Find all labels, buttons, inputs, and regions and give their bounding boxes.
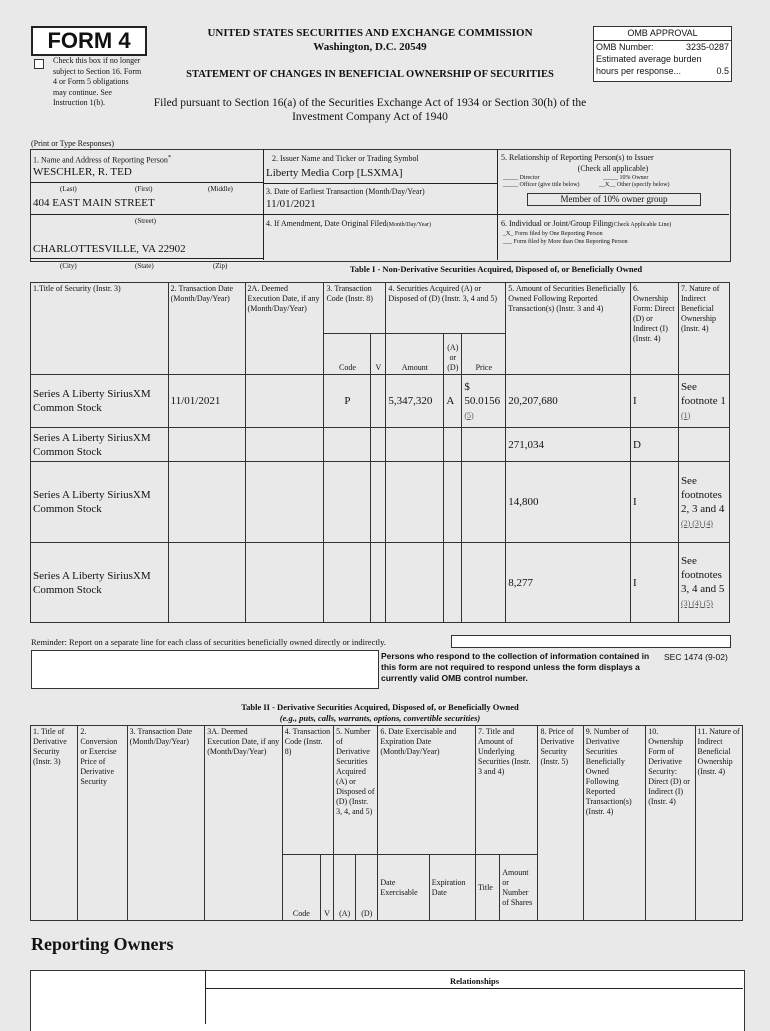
row-v <box>371 543 386 623</box>
first-label: (First) <box>135 185 153 193</box>
row-owned: 8,277 <box>506 543 631 623</box>
t1-col2-header: 2. Transaction Date (Month/Day/Year) <box>168 283 245 375</box>
agency-location: Washington, D.C. 20549 <box>313 41 427 53</box>
row-price <box>462 428 506 462</box>
filing-more-label: Form filed by More than One Reporting Person <box>513 239 628 245</box>
row-code <box>324 543 371 623</box>
zip-label: (Zip) <box>213 262 228 270</box>
reporting-person-name: WESCHLER, R. TED <box>33 166 132 178</box>
row-date: 11/01/2021 <box>168 375 245 428</box>
table2-subtitle: (e.g., puts, calls, warrants, options, convertible securities) <box>279 713 481 723</box>
row-date <box>168 462 245 543</box>
row-ad <box>444 428 462 462</box>
agency-name: UNITED STATES SECURITIES AND EXCHANGE COMMISSION <box>207 27 533 39</box>
row-amount <box>386 462 444 543</box>
table1 <box>30 282 730 623</box>
filing-options: _X_ Form filed by One Reporting Person ___ Form filed by More than One Reporting Person <box>503 231 628 245</box>
box3-label: 3. Date of Earliest Transaction (Month/Day/Year) <box>266 187 425 196</box>
row-title: Series A Liberty SiriusXM Common Stock <box>31 462 169 543</box>
row-ad <box>444 543 462 623</box>
box5-label: 5. Relationship of Reporting Person(s) to Issuer <box>501 153 654 162</box>
t1-amount-sub: Amount <box>386 334 444 375</box>
last-label: (Last) <box>60 185 77 193</box>
t1-col4-header: 4. Securities Acquired (A) or Disposed of (D) (Instr. 3, 4 and 5) <box>386 283 506 334</box>
row-v <box>371 428 386 462</box>
row-code <box>324 428 371 462</box>
section16-text: Check this box if no longer subject to Section 16. Form 4 or Form 5 obligations may continue. See Instruction 1(b). <box>53 56 142 107</box>
nature-footnote-link[interactable]: (3) (4) (5) <box>680 599 713 608</box>
t2-col4-header: 4. Transaction Code (Instr. 8) <box>282 726 333 855</box>
t2-v-sub: V <box>321 855 334 921</box>
row-form: I <box>630 462 678 543</box>
filed-pursuant: Filed pursuant to Section 16(a) of the Securities Exchange Act of 1934 or Section 30(h) of the Investment Company Act of 1940 <box>153 97 587 123</box>
check-all-applicable: (Check all applicable) <box>577 164 649 173</box>
nature-footnote-link[interactable]: (1) <box>680 410 691 420</box>
row-amount <box>386 543 444 623</box>
filing-one-mark: X <box>506 231 511 237</box>
table-row <box>31 375 730 428</box>
city-label: (City) <box>60 262 77 270</box>
row-v <box>371 375 386 428</box>
row-deemed <box>245 428 324 462</box>
row-nature-text: See footnotes 3, 4 and 5 <box>680 555 725 595</box>
row-code <box>324 462 371 543</box>
table2-title: Table II - Derivative Securities Acquired, Disposed of, or Beneficially Owned <box>241 702 519 712</box>
section16-checkbox[interactable] <box>34 59 44 69</box>
row-date <box>168 543 245 623</box>
t2-code-sub: Code <box>282 855 320 921</box>
t2-d-sub: (D) <box>356 855 378 921</box>
box6-label: 6. Individual or Joint/Group Filing(Check Applicable Line) <box>501 219 672 228</box>
officer-label: Officer (give title below) <box>519 182 580 188</box>
t1-ad-sub: (A) or (D) <box>444 334 462 375</box>
row-deemed <box>245 543 324 623</box>
t2-col5-header: 5. Number of Derivative Securities Acquired (A) or Disposed of (D) (Instr. 3, 4, and 5) <box>334 726 378 855</box>
box4-label: 4. If Amendment, Date Original Filed(Month/Day/Year) <box>266 219 432 228</box>
issuer-name: Liberty Media Corp [LSXMA] <box>266 167 403 179</box>
t2-a-sub: (A) <box>334 855 356 921</box>
row-title: Series A Liberty SiriusXM Common Stock <box>31 375 169 428</box>
t1-price-sub: Price <box>462 334 506 375</box>
t1-v-sub: V <box>371 334 386 375</box>
t1-col2a-header: 2A. Deemed Execution Date, if any (Month/Day/Year) <box>245 283 324 375</box>
row-deemed <box>245 375 324 428</box>
omb-notice: Persons who respond to the collection of information contained in this form are not required to respond unless the form displays a currently valid OMB control number. <box>381 651 650 683</box>
form-title: FORM 4 <box>47 28 131 53</box>
member-group: Member of 10% owner group <box>527 193 701 206</box>
row-nature-text: See footnote 1 <box>680 380 726 407</box>
t2-col8-header: 8. Price of Derivative Security (Instr. 5) <box>538 726 583 921</box>
t1-col5-header: 5. Amount of Securities Beneficially Owned Following Reported Transaction(s) (Instr. 3 and 4) <box>506 283 631 375</box>
t2-col11-header: 11. Nature of Indirect Beneficial Ownership (Instr. 4) <box>695 726 742 921</box>
table1-title: Table I - Non-Derivative Securities Acquired, Disposed of, or Beneficially Owned <box>349 264 643 274</box>
row-code: P <box>324 375 371 428</box>
omb-approval-box <box>593 26 732 82</box>
other-mark: X <box>605 182 610 188</box>
row-nature <box>678 428 729 462</box>
row-title: Series A Liberty SiriusXM Common Stock <box>31 543 169 623</box>
t1-col1-header: 1.Title of Security (Instr. 3) <box>31 283 169 375</box>
row-form: I <box>630 543 678 623</box>
relationships-header: Relationships <box>449 976 500 986</box>
statement-title: STATEMENT OF CHANGES IN BENEFICIAL OWNERSHIP OF SECURITIES <box>186 69 554 80</box>
reminder-text: Reminder: Report on a separate line for each class of securities beneficially owned directly or indirectly. <box>31 637 386 647</box>
t2-col3a-header: 3A. Deemed Execution Date, if any (Month/Day/Year) <box>205 726 283 921</box>
row-owned: 271,034 <box>506 428 631 462</box>
city-state-zip: CHARLOTTESVILLE, VA 22902 <box>33 243 186 255</box>
middle-label: (Middle) <box>208 185 233 193</box>
t2-col9-header: 9. Number of Derivative Securities Beneficially Owned Following Reported Transaction(s) (Instr. 4) <box>583 726 645 921</box>
t2-col10-header: 10. Ownership Form of Derivative Security: Direct (D) or Indirect (I) (Instr. 4) <box>646 726 695 921</box>
filing-one-label: Form filed by One Reporting Person <box>514 231 603 237</box>
state-label: (State) <box>135 262 154 270</box>
t1-col3-header: 3. Transaction Code (Instr. 8) <box>324 283 386 334</box>
director-label: Director <box>519 175 540 181</box>
t2-col2-header: 2. Conversion or Exercise Price of Derivative Security <box>78 726 127 921</box>
box1-label: 1. Name and Address of Reporting Person* <box>33 154 172 165</box>
row-amount: 5,347,320 <box>386 375 444 428</box>
row-ad <box>444 462 462 543</box>
box4-sub: (Month/Day/Year) <box>386 222 432 228</box>
row-nature <box>678 543 729 623</box>
t2-amount-sub: Amount or Number of Shares <box>500 855 538 921</box>
t2-col1-header: 1. Title of Derivative Security (Instr. 3) <box>31 726 78 921</box>
form-title-box <box>31 26 147 56</box>
t2-col7-header: 7. Title and Amount of Underlying Securities (Instr. 3 and 4) <box>476 726 538 855</box>
omb-burden-label: Estimated average burden <box>596 54 702 64</box>
row-nature-text: See footnotes 2, 3 and 4 <box>680 474 725 515</box>
row-price <box>462 375 506 428</box>
row-title: Series A Liberty SiriusXM Common Stock <box>31 428 169 462</box>
table-row <box>31 462 730 543</box>
print-type: (Print or Type Responses) <box>31 139 115 148</box>
table-row <box>31 543 730 623</box>
row-owned: 20,207,680 <box>506 375 631 428</box>
earliest-transaction-date: 11/01/2021 <box>266 198 316 210</box>
t1-col6-header: 6. Ownership Form: Direct (D) or Indirect (I) (Instr. 4) <box>630 283 678 375</box>
reminder-input-box <box>451 635 731 648</box>
t2-col6-header: 6. Date Exercisable and Expiration Date (Month/Day/Year) <box>378 726 476 855</box>
row-ad: A <box>444 375 462 428</box>
t2-title-sub: Title <box>476 855 500 921</box>
row-amount <box>386 428 444 462</box>
row-form: D <box>630 428 678 462</box>
t2-exercisable-sub: Date Exercisable <box>378 855 429 921</box>
table2 <box>30 725 743 921</box>
row-deemed <box>245 462 324 543</box>
sec-number: SEC 1474 (9-02) <box>664 652 728 662</box>
t1-col7-header: 7. Nature of Indirect Beneficial Ownership (Instr. 4) <box>678 283 729 375</box>
t1-code-sub: Code <box>324 334 371 375</box>
omb-hours-value: 0.5 <box>716 66 729 76</box>
reporting-owners-heading: Reporting Owners <box>31 934 174 954</box>
row-form: I <box>630 375 678 428</box>
other-label: Other (specify below) <box>616 182 670 188</box>
omb-number-label: OMB Number: <box>596 42 654 52</box>
table-row <box>31 428 730 462</box>
row-nature <box>678 462 729 543</box>
relationship-checks: _____ Director _____ 10% Owner _____ Officer (give title below) __X__ Other (specify below) <box>503 175 670 188</box>
street-label: (Street) <box>135 217 156 225</box>
reminder-blank-box <box>31 650 379 689</box>
nature-footnote-link[interactable]: (2) (3) (4) <box>680 518 713 528</box>
box2-label: 2. Issuer Name and Ticker or Trading Symbol <box>272 154 419 163</box>
omb-number-value: 3235-0287 <box>685 42 729 52</box>
ten-pct-label: 10% Owner <box>619 175 649 181</box>
omb-title: OMB APPROVAL <box>594 27 731 41</box>
row-owned: 14,800 <box>506 462 631 543</box>
omb-hours-label: hours per response... <box>596 66 682 76</box>
row-date <box>168 428 245 462</box>
row-price <box>462 543 506 623</box>
box6-sub: (Check Applicable Line) <box>611 222 672 228</box>
price-footnote-link[interactable]: (5) <box>464 410 474 420</box>
box1-asterisk: * <box>167 154 172 161</box>
t2-col3-header: 3. Transaction Date (Month/Day/Year) <box>127 726 205 921</box>
row-nature <box>678 375 729 428</box>
row-price-value: $ 50.0156 <box>464 380 501 407</box>
street-address: 404 EAST MAIN STREET <box>33 197 155 209</box>
row-v <box>371 462 386 543</box>
row-price <box>462 462 506 543</box>
t2-expiration-sub: Expiration Date <box>429 855 475 921</box>
